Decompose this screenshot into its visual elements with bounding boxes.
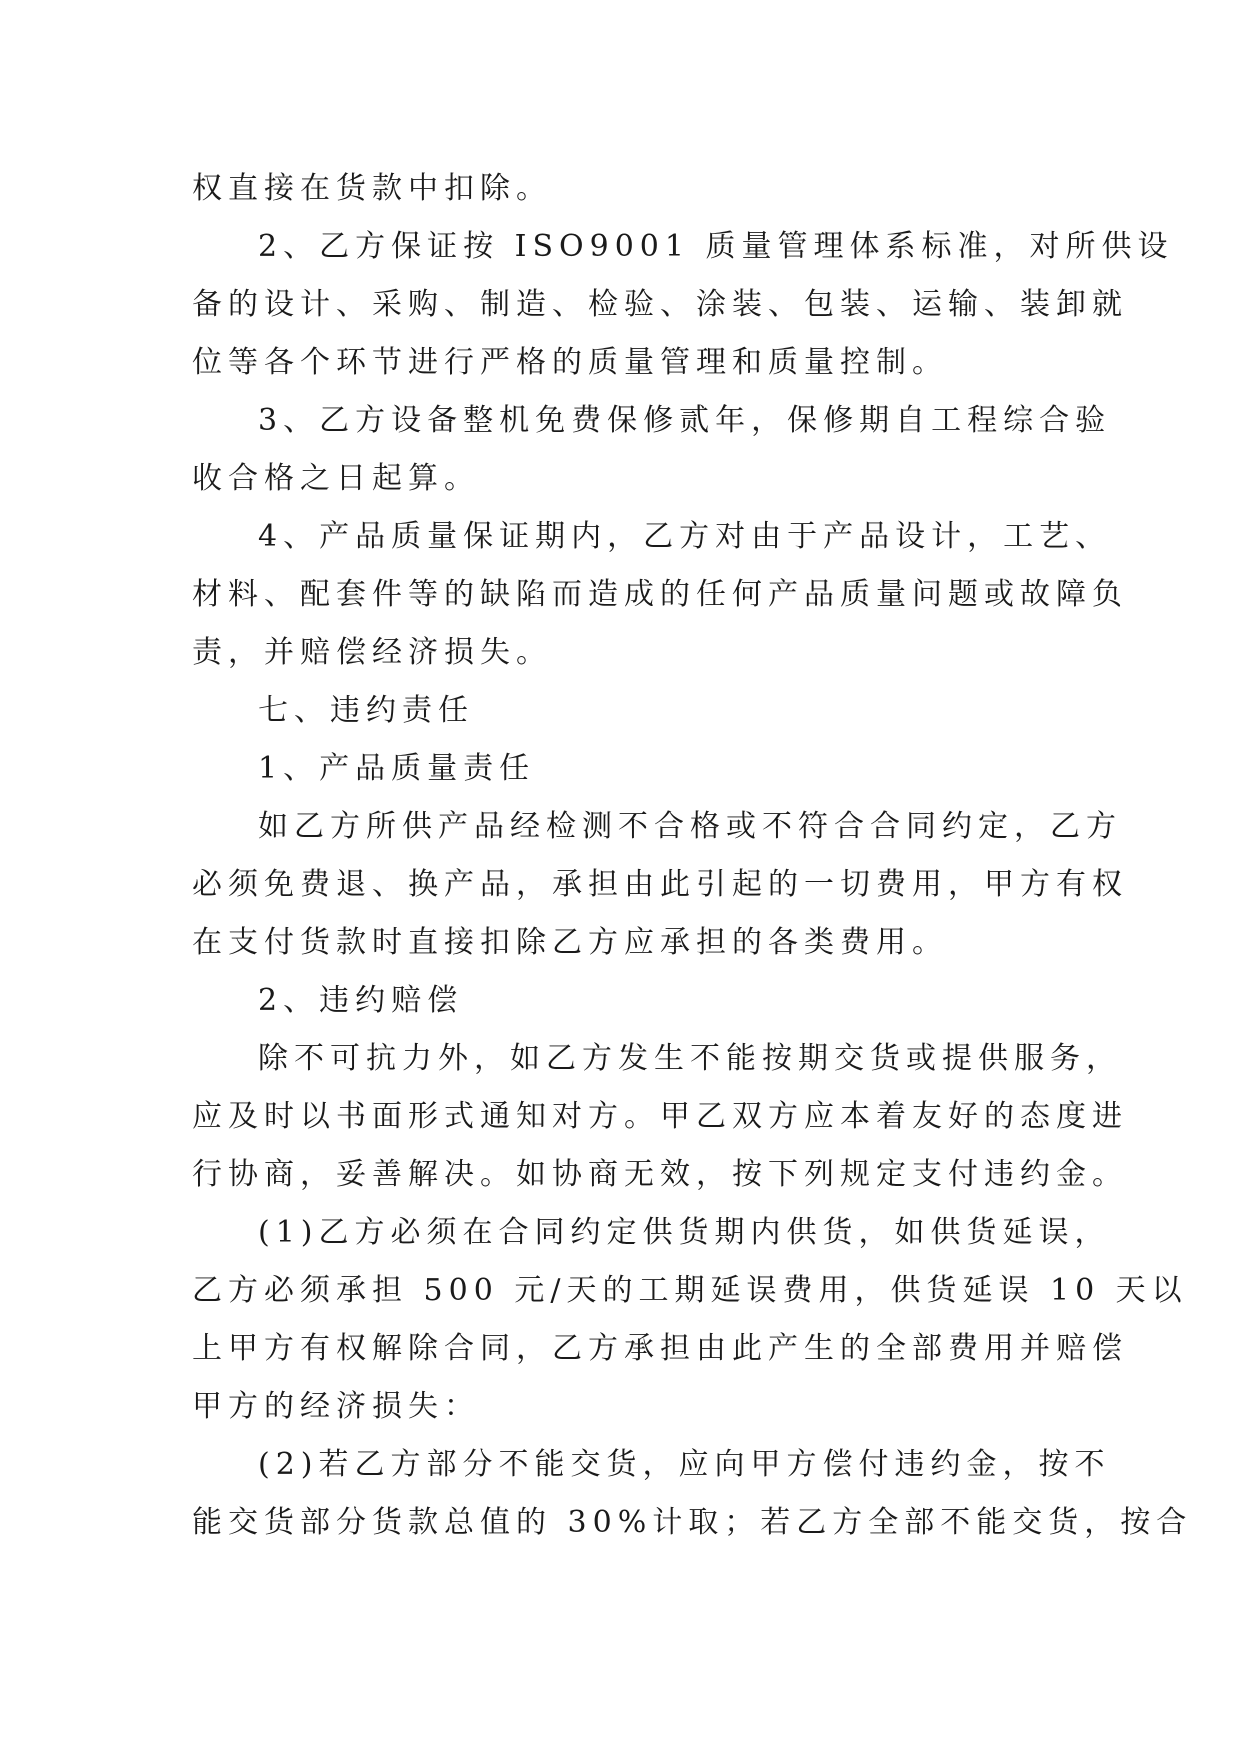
- text-line: 甲方的经济损失：: [192, 1389, 480, 1424]
- text-line: 乙方必须承担 500 元/天的工期延误费用，供货延误 10 天以: [192, 1273, 1188, 1308]
- text-line: 责，并赔偿经济损失。: [192, 635, 552, 670]
- text-line: 如乙方所供产品经检测不合格或不符合合同约定，乙方: [258, 809, 1122, 844]
- subsection-heading: 2、违约赔偿: [258, 983, 464, 1018]
- text-line: 除不可抗力外，如乙方发生不能按期交货或提供服务，: [258, 1041, 1122, 1076]
- text-line: 位等各个环节进行严格的质量管理和质量控制。: [192, 345, 948, 380]
- document-body: [192, 160, 1193, 1552]
- subsection-heading: 1、产品质量责任: [258, 751, 536, 786]
- text-line: 必须免费退、换产品，承担由此引起的一切费用，甲方有权: [192, 867, 1128, 902]
- text-line: 应及时以书面形式通知对方。甲乙双方应本着友好的态度进: [192, 1099, 1128, 1134]
- text-line: (1)乙方必须在合同约定供货期内供货，如供货延误，: [258, 1215, 1111, 1250]
- text-line: 行协商，妥善解决。如协商无效，按下列规定支付违约金。: [192, 1157, 1128, 1192]
- text-line: 上甲方有权解除合同，乙方承担由此产生的全部费用并赔偿: [192, 1331, 1128, 1366]
- text-line: 材料、配套件等的缺陷而造成的任何产品质量问题或故障负: [192, 577, 1128, 612]
- text-line: 备的设计、采购、制造、检验、涂装、包装、运输、装卸就: [192, 287, 1128, 322]
- text-line: 收合格之日起算。: [192, 461, 480, 496]
- text-line: 4、产品质量保证期内，乙方对由于产品设计，工艺、: [258, 519, 1112, 554]
- section-heading: 七、违约责任: [258, 693, 474, 728]
- text-line: 3、乙方设备整机免费保修贰年，保修期自工程综合验: [258, 403, 1112, 438]
- text-line: (2)若乙方部分不能交货，应向甲方偿付违约金，按不: [258, 1447, 1111, 1482]
- text-line: 能交货部分货款总值的 30%计取；若乙方全部不能交货，按合: [192, 1505, 1193, 1540]
- text-line: 权直接在货款中扣除。: [192, 171, 552, 206]
- text-line: 2、乙方保证按 ISO9001 质量管理体系标准，对所供设: [258, 229, 1174, 264]
- text-line: 在支付货款时直接扣除乙方应承担的各类费用。: [192, 925, 948, 960]
